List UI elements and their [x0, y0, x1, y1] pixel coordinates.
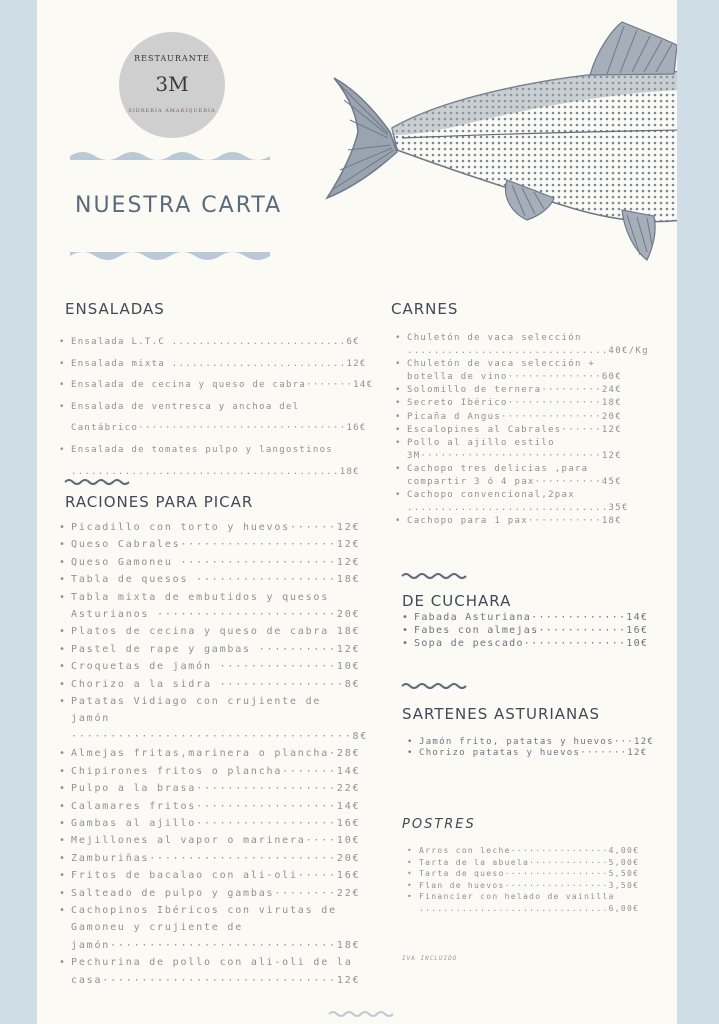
list-item: • Flan de huevos·················3,50€ — [407, 880, 639, 892]
list-item: • Picaña d Angus···············20€ — [395, 411, 649, 424]
list-item: 3M···························12€ — [407, 450, 622, 461]
list-item: • Chuletón de vaca selección — [395, 332, 649, 345]
section-heading-cuchara: DE CUCHARA — [402, 592, 512, 610]
list-item: ........................................18€ — [71, 466, 360, 477]
menu-page — [37, 0, 677, 1024]
list-item: • Sopa de pescado··············10€ — [402, 637, 648, 650]
list-item: • Cachopo convencional,2pax — [395, 489, 649, 502]
list-item: • Cachopo tres delicias ,para — [395, 463, 649, 476]
list-item: • Fritos de bacalao con ali-oli·····16€ — [59, 867, 368, 884]
list-item: • Pollo al ajillo estilo — [395, 437, 649, 450]
list-item: ..............................35€ — [407, 503, 629, 514]
raciones-list — [59, 519, 368, 989]
list-item: • Secreto Ibérico··············18€ — [395, 397, 649, 410]
list-item: • Queso Cabrales····················12€ — [59, 536, 368, 553]
ensaladas-list — [59, 332, 373, 483]
small-wave-divider — [402, 572, 466, 580]
list-item: • Tarta de la abuela·············5,00€ — [407, 857, 639, 869]
list-item: • Solomillo de ternera·········24€ — [395, 384, 649, 397]
section-heading-sartenes: SARTENES ASTURIANAS — [402, 705, 601, 723]
list-item: • Tabla mixta de embutidos y quesos — [59, 589, 368, 606]
section-heading-raciones: RACIONES PARA PICAR — [65, 493, 254, 511]
list-item: • Croquetas de jamón ···············10€ — [59, 658, 368, 675]
list-item: casa······························12€ — [71, 974, 361, 986]
logo-mark: 3M — [155, 72, 189, 96]
small-wave-divider — [402, 682, 466, 690]
list-item: • Gambas al ajillo··················16€ — [59, 815, 368, 832]
list-item: • Salteado de pulpo y gambas········22€ — [59, 885, 368, 902]
list-item: • Platos de cecina y queso de cabra 18€ — [59, 623, 368, 640]
list-item: • Queso Gamoneu ····················12€ — [59, 554, 368, 571]
list-item: jamón·····························18€ — [71, 939, 361, 951]
list-item: • Tarta de queso·················5,50€ — [407, 868, 639, 880]
list-item: • Fabes con almejas············16€ — [402, 624, 648, 637]
list-item: • Ensalada de ventresca y anchoa del — [59, 397, 373, 419]
list-item: • Fabada Asturiana·············14€ — [402, 611, 648, 624]
small-wave-divider — [65, 478, 129, 486]
list-item: • Cachopo para 1 pax···········18€ — [395, 515, 649, 528]
postres-list — [407, 845, 639, 914]
page-title: NUESTRA CARTA — [75, 193, 283, 218]
list-item: • Chorizo patatas y huevos·······12€ — [407, 748, 654, 759]
carnes-list — [395, 332, 649, 528]
section-heading-ensaladas: ENSALADAS — [65, 300, 165, 318]
list-item: ····································8€ — [71, 730, 369, 742]
list-item: • Ensalada L.T.C ..........................6€ — [59, 332, 373, 354]
list-item: • Jamón frito, patatas y huevos···12€ — [407, 737, 654, 748]
list-item: Gamoneu y crujiente de — [71, 922, 244, 934]
list-item: ..............................40€/Kg — [407, 346, 649, 357]
list-item: • Ensalada de tomates pulpo y langostinos — [59, 440, 373, 462]
list-item: • Chuletón de vaca selección + — [395, 358, 649, 371]
list-item: • Zamburiñas························20€ — [59, 850, 368, 867]
logo-bottom-text: SIDRERIA AMARIQUERÍA — [128, 108, 216, 114]
list-item: • Chipirones fritos o plancha·······14€ — [59, 763, 368, 780]
list-item: • Pechurina de pollo con ali-oli de la — [59, 954, 368, 971]
list-item: • Ensalada de cecina y queso de cabra·······14€ — [59, 375, 373, 397]
list-item: • Patatas Vidiago con crujiente de — [59, 693, 368, 710]
list-item: • Pulpo a la brasa··················22€ — [59, 780, 368, 797]
fish-illustration — [322, 20, 677, 265]
section-heading-postres: POSTRES — [402, 817, 476, 832]
list-item: • Mejillones al vapor o marinera····10€ — [59, 832, 368, 849]
list-item: • Escalopines al Cabrales······12€ — [395, 424, 649, 437]
list-item: • Ensalada mixta ..........................12€ — [59, 354, 373, 376]
list-item: • Chorizo a la sidra ················8€ — [59, 676, 368, 693]
list-item: botella de vino··············60€ — [407, 372, 622, 383]
section-heading-carnes: CARNES — [391, 300, 459, 318]
list-item: compartir 3 ó 4 pax··········45€ — [407, 477, 622, 488]
list-item: • Picadillo con torto y huevos······12€ — [59, 519, 368, 536]
sartenes-list — [407, 737, 654, 759]
list-item: • Financier con helado de vainilla — [407, 891, 639, 903]
cuchara-list — [402, 611, 648, 650]
list-item: ...............................6,00€ — [419, 903, 640, 913]
wave-divider-bottom — [70, 252, 270, 264]
list-item: • Arros con leche················4,00€ — [407, 845, 639, 857]
list-item: • Almejas fritas,marinera o plancha·28€ — [59, 745, 368, 762]
tax-note: IVA INCLUIDO — [402, 955, 458, 962]
logo-top-text: RESTAURANTE — [134, 54, 210, 63]
list-item: • Pastel de rape y gambas ··········12€ — [59, 641, 368, 658]
list-item: • Tabla de quesos ··················18€ — [59, 571, 368, 588]
restaurant-logo — [119, 32, 225, 138]
list-item: jamón — [71, 713, 111, 725]
bottom-wave-divider — [329, 1010, 393, 1018]
list-item: Asturianos ·······················20€ — [71, 609, 361, 621]
list-item: Cantábrico·······························16€ — [71, 423, 367, 434]
wave-divider-top — [70, 148, 270, 160]
list-item: • Calamares fritos··················14€ — [59, 798, 368, 815]
list-item: • Cachopinos Ibéricos con virutas de — [59, 902, 368, 919]
